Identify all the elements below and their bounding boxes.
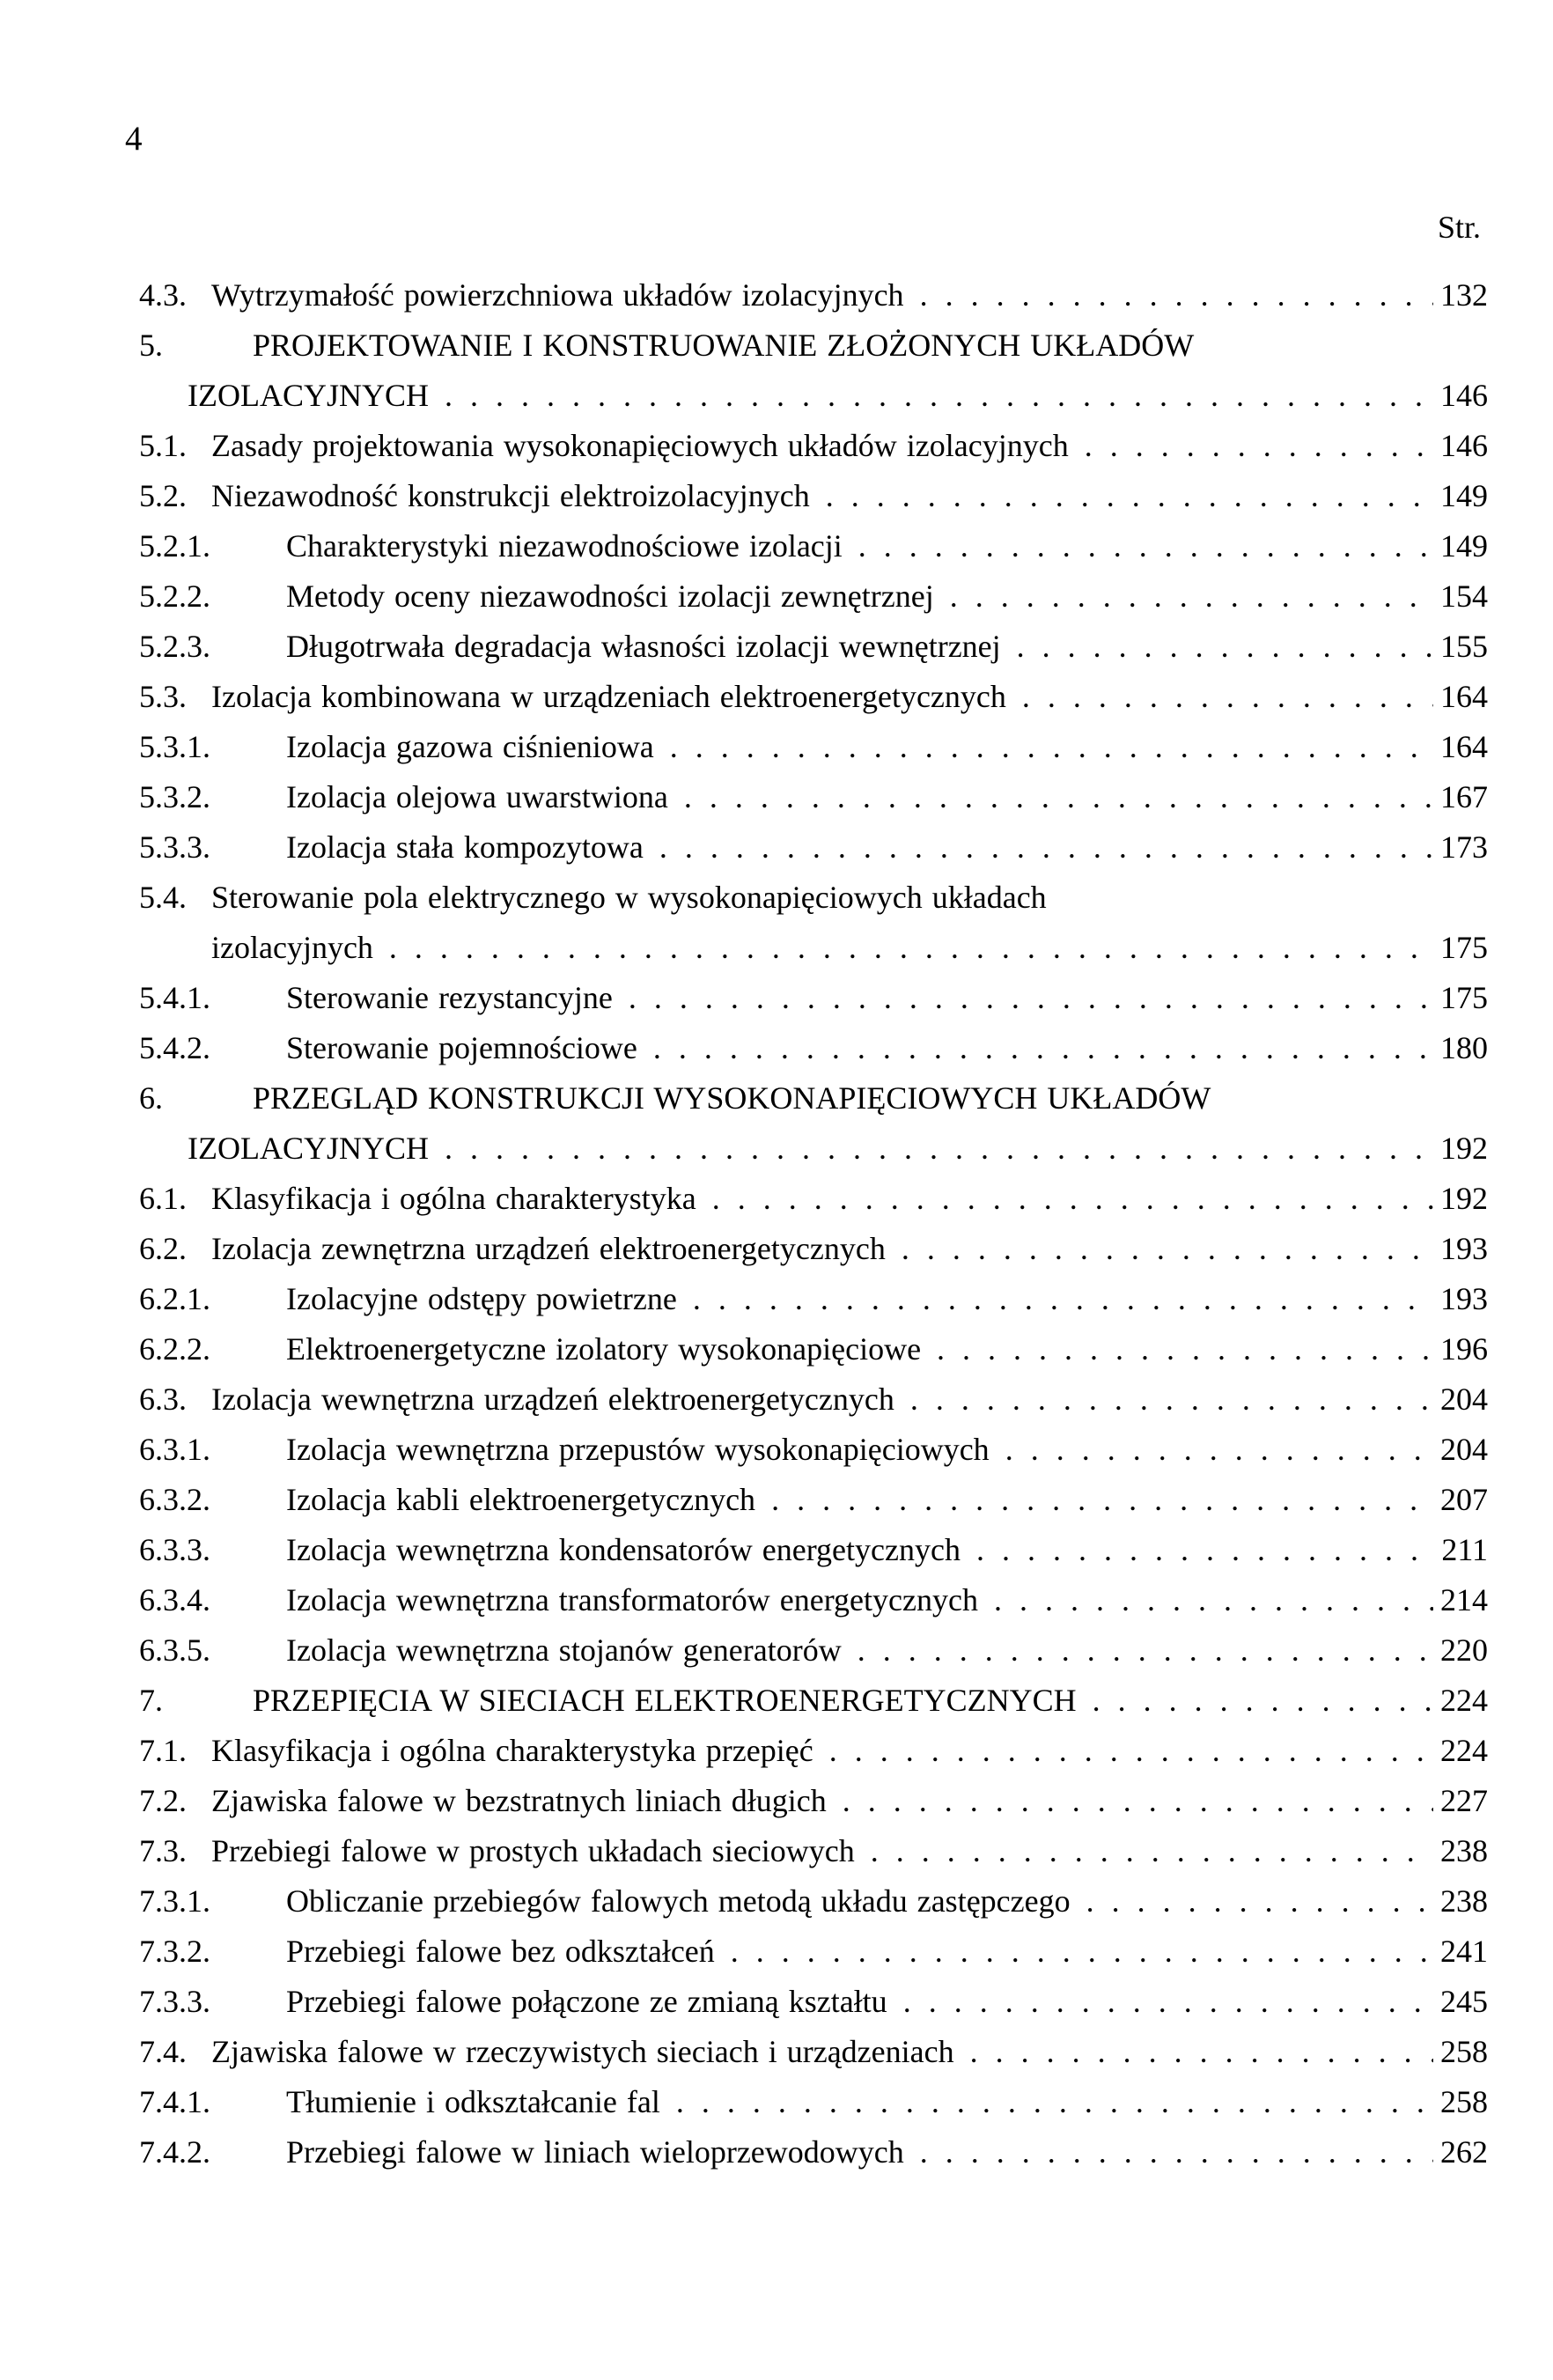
toc-entry-line <box>139 1676 1488 1726</box>
toc-entry-number: 6.1. <box>139 1181 187 1216</box>
toc-entry-line <box>139 1374 1488 1425</box>
toc-entry-line <box>139 1977 1488 2027</box>
dotted-leader <box>668 772 1433 822</box>
toc-entry-line <box>139 1174 1488 1224</box>
toc-entry-number: 6.2. <box>139 1231 187 1266</box>
toc-entry-title: Przebiegi falowe bez odkształceń <box>286 1934 715 1969</box>
toc-entry-line <box>139 1726 1488 1776</box>
toc-entry-title: Sterowanie pola elektrycznego w wysokonapięciowych układach <box>211 880 1047 915</box>
dotted-leader <box>855 1826 1433 1876</box>
toc-entry-line <box>139 1023 1488 1073</box>
dotted-leader <box>904 270 1433 321</box>
toc-entry-title: Izolacja stała kompozytowa <box>286 829 644 865</box>
toc-entry-number: 6.3.4. <box>139 1582 210 1617</box>
toc-entry-line <box>139 873 1488 923</box>
toc-entry-title: Izolacja wewnętrzna kondensatorów energetycznych <box>286 1532 961 1567</box>
toc-entry-title: Izolacja wewnętrzna stojanów generatorów <box>286 1632 842 1668</box>
toc-entry-page-number: 146 <box>1440 428 1488 463</box>
toc-entry-page-number: 192 <box>1440 1181 1488 1216</box>
toc-entry-title: IZOLACYJNYCH <box>188 378 429 413</box>
toc-entry-page-number: 180 <box>1440 1030 1488 1065</box>
dotted-leader <box>954 2027 1433 2077</box>
toc-entry-page-number: 258 <box>1440 2034 1488 2069</box>
toc-entry-number: 6.2.2. <box>139 1331 210 1367</box>
toc-entry-title: Izolacja kabli elektroenergetycznych <box>286 1482 756 1517</box>
toc-entry-page-number: 154 <box>1440 578 1488 614</box>
toc-entry-number: 7.3.3. <box>139 1984 210 2019</box>
toc-entry-number: 6.3.2. <box>139 1482 210 1517</box>
dotted-leader <box>827 1776 1433 1826</box>
toc-entry-number: 4.3. <box>139 277 187 313</box>
toc-entry-number: 7.1. <box>139 1733 187 1768</box>
toc-entry-title: Przebiegi falowe połączone ze zmianą kształtu <box>286 1984 887 2019</box>
toc-entry-title: Izolacja kombinowana w urządzeniach elektroenergetycznych <box>211 679 1006 714</box>
toc-entry-title: Izolacyjne odstępy powietrzne <box>286 1281 677 1316</box>
toc-entry-number: 7.4.1. <box>139 2084 210 2119</box>
toc-entry-title: Przebiegi falowe w prostych układach sieciowych <box>211 1833 855 1868</box>
toc-entry-title: Zasady projektowania wysokonapięciowych układów izolacyjnych <box>211 428 1069 463</box>
toc-entry-line <box>139 1073 1488 1124</box>
toc-entry-line <box>139 521 1488 571</box>
toc-entry-number: 6.3.1. <box>139 1432 210 1467</box>
toc-entry-number: 7.4. <box>139 2034 187 2069</box>
dotted-leader <box>429 1124 1433 1174</box>
toc-entry-title: PRZEGLĄD KONSTRUKCJI WYSOKONAPIĘCIOWYCH UKŁADÓW <box>253 1080 1211 1116</box>
toc-entry-title: PRZEPIĘCIA W SIECIACH ELEKTROENERGETYCZNYCH <box>253 1683 1077 1718</box>
toc-entry-title: Klasyfikacja i ogólna charakterystyka przepięć <box>211 1733 813 1768</box>
toc-entry-page-number: 241 <box>1440 1934 1488 1969</box>
toc-entry-line <box>139 1425 1488 1475</box>
toc-entry-page-number: 175 <box>1440 930 1488 965</box>
toc-entry-line <box>139 371 1488 421</box>
toc-entry-page-number: 224 <box>1440 1733 1488 1768</box>
toc-entry-line <box>139 1475 1488 1525</box>
toc-entry-line <box>139 772 1488 822</box>
dotted-leader <box>961 1525 1433 1575</box>
toc-entry-title: IZOLACYJNYCH <box>188 1131 429 1166</box>
toc-entry-line <box>139 822 1488 873</box>
toc-entry-page-number: 204 <box>1440 1382 1488 1417</box>
dotted-leader <box>843 521 1433 571</box>
toc-entry-page-number: 207 <box>1440 1482 1488 1517</box>
dotted-leader <box>842 1625 1433 1676</box>
toc-entry-number: 5.3.2. <box>139 779 210 814</box>
toc-entry-title: Obliczanie przebiegów falowych metodą układu zastępczego <box>286 1883 1071 1919</box>
dotted-leader <box>894 1374 1433 1425</box>
toc-entry-title: Klasyfikacja i ogólna charakterystyka <box>211 1181 696 1216</box>
toc-entry-number: 5. <box>139 328 163 363</box>
toc-entry-page-number: 193 <box>1440 1281 1488 1316</box>
toc-entry-line <box>139 1124 1488 1174</box>
dotted-leader <box>886 1224 1433 1274</box>
dotted-leader <box>978 1575 1433 1625</box>
toc-entry-page-number: 192 <box>1440 1131 1488 1166</box>
toc-entry-number: 7.3.2. <box>139 1934 210 1969</box>
toc-entry-line <box>139 1525 1488 1575</box>
dotted-leader <box>1071 1876 1433 1927</box>
toc-entry-page-number: 245 <box>1440 1984 1488 2019</box>
toc-entry-title: Izolacja wewnętrzna urządzeń elektroenergetycznych <box>211 1382 894 1417</box>
dotted-leader <box>1069 421 1433 471</box>
toc-entry-number: 6. <box>139 1080 163 1116</box>
toc-entry-page-number: 211 <box>1441 1532 1488 1567</box>
toc-entry-number: 6.3. <box>139 1382 187 1417</box>
dotted-leader <box>904 2127 1433 2177</box>
toc-entry-page-number: 149 <box>1440 478 1488 513</box>
dotted-leader <box>1077 1676 1433 1726</box>
toc-entry-title: Niezawodność konstrukcji elektroizolacyjnych <box>211 478 810 513</box>
dotted-leader <box>934 571 1433 622</box>
toc-entry-title: izolacyjnych <box>211 930 373 965</box>
toc-entry-line <box>139 672 1488 722</box>
toc-entry-number: 5.3. <box>139 679 187 714</box>
dotted-leader <box>1001 622 1433 672</box>
dotted-leader <box>810 471 1433 521</box>
toc-entry-line <box>139 321 1488 371</box>
dotted-leader <box>990 1425 1433 1475</box>
dotted-leader <box>654 722 1433 772</box>
dotted-leader <box>715 1927 1433 1977</box>
dotted-leader <box>429 371 1433 421</box>
toc-entry-line <box>139 571 1488 622</box>
toc-entry-line <box>139 2027 1488 2077</box>
toc-entry-page-number: 220 <box>1440 1632 1488 1668</box>
toc-entry-page-number: 214 <box>1440 1582 1488 1617</box>
dotted-leader <box>373 923 1433 973</box>
toc-entry-line <box>139 421 1488 471</box>
dotted-leader <box>1006 672 1433 722</box>
toc-entry-title: Izolacja olejowa uwarstwiona <box>286 779 668 814</box>
toc-entry-number: 5.4.1. <box>139 980 210 1015</box>
toc-entry-line <box>139 973 1488 1023</box>
toc-entry-number: 6.2.1. <box>139 1281 210 1316</box>
toc-entry-page-number: 173 <box>1440 829 1488 865</box>
toc-entry-number: 5.1. <box>139 428 187 463</box>
toc-entry-line <box>139 1876 1488 1927</box>
toc-entry-line <box>139 1927 1488 1977</box>
toc-entry-line <box>139 1625 1488 1676</box>
toc-entry-page-number: 175 <box>1440 980 1488 1015</box>
toc-entry-number: 5.2.1. <box>139 528 210 564</box>
toc-entry-number: 5.2.3. <box>139 629 210 664</box>
toc-entry-page-number: 204 <box>1440 1432 1488 1467</box>
toc-entry-title: Długotrwała degradacja własności izolacji wewnętrznej <box>286 629 1001 664</box>
page-number: 4 <box>125 120 143 158</box>
toc-entry-number: 7.3.1. <box>139 1883 210 1919</box>
toc-entry-title: Izolacja zewnętrzna urządzeń elektroenergetycznych <box>211 1231 886 1266</box>
toc-entry-number: 5.3.1. <box>139 729 210 764</box>
dotted-leader <box>921 1324 1433 1374</box>
toc-entry-page-number: 238 <box>1440 1883 1488 1919</box>
toc-entry-line <box>139 2127 1488 2177</box>
dotted-leader <box>637 1023 1433 1073</box>
toc-entry-title: Sterowanie rezystancyjne <box>286 980 613 1015</box>
toc-entry-line <box>139 471 1488 521</box>
toc-entry-number: 6.3.3. <box>139 1532 210 1567</box>
toc-entry-page-number: 227 <box>1440 1783 1488 1818</box>
toc-entry-title: Zjawiska falowe w rzeczywistych sieciach i urządzeniach <box>211 2034 954 2069</box>
toc-entry-line <box>139 270 1488 321</box>
toc-entry-title: Charakterystyki niezawodnościowe izolacji <box>286 528 843 564</box>
toc-entry-number: 7.2. <box>139 1783 187 1818</box>
table-of-contents <box>139 270 1488 2177</box>
toc-entry-line <box>139 1274 1488 1324</box>
dotted-leader <box>677 1274 1433 1324</box>
toc-entry-title: Izolacja wewnętrzna przepustów wysokonapięciowych <box>286 1432 990 1467</box>
dotted-leader <box>755 1475 1433 1525</box>
toc-entry-page-number: 262 <box>1440 2134 1488 2170</box>
toc-entry-title: Tłumienie i odkształcanie fal <box>286 2084 660 2119</box>
toc-entry-line <box>139 2077 1488 2127</box>
toc-entry-title: Wytrzymałość powierzchniowa układów izolacyjnych <box>211 277 904 313</box>
toc-entry-number: 7. <box>139 1683 163 1718</box>
toc-entry-page-number: 164 <box>1440 679 1488 714</box>
dotted-leader <box>644 822 1433 873</box>
toc-entry-title: Przebiegi falowe w liniach wieloprzewodowych <box>286 2134 904 2170</box>
toc-entry-title: Elektroenergetyczne izolatory wysokonapięciowe <box>286 1331 922 1367</box>
toc-entry-title: Metody oceny niezawodności izolacji zewnętrznej <box>286 578 934 614</box>
toc-entry-number: 5.4.2. <box>139 1030 210 1065</box>
toc-entry-line <box>139 1324 1488 1374</box>
toc-entry-page-number: 258 <box>1440 2084 1488 2119</box>
page-column-header: Str. <box>1437 210 1481 245</box>
toc-entry-title: Zjawiska falowe w bezstratnych liniach długich <box>211 1783 827 1818</box>
dotted-leader <box>613 973 1433 1023</box>
toc-entry-number: 5.2. <box>139 478 187 513</box>
dotted-leader <box>887 1977 1433 2027</box>
toc-entry-number: 5.3.3. <box>139 829 210 865</box>
toc-entry-page-number: 164 <box>1440 729 1488 764</box>
dotted-leader <box>813 1726 1433 1776</box>
toc-entry-number: 6.3.5. <box>139 1632 210 1668</box>
toc-entry-page-number: 196 <box>1440 1331 1488 1367</box>
toc-entry-page-number: 238 <box>1440 1833 1488 1868</box>
toc-entry-page-number: 149 <box>1440 528 1488 564</box>
toc-entry-number: 7.3. <box>139 1833 187 1868</box>
toc-entry-title: PROJEKTOWANIE I KONSTRUOWANIE ZŁOŻONYCH UKŁADÓW <box>253 328 1195 363</box>
toc-entry-page-number: 132 <box>1440 277 1488 313</box>
toc-entry-line <box>139 722 1488 772</box>
toc-entry-page-number: 155 <box>1440 629 1488 664</box>
toc-entry-page-number: 167 <box>1440 779 1488 814</box>
dotted-leader <box>696 1174 1433 1224</box>
toc-entry-title: Sterowanie pojemnościowe <box>286 1030 637 1065</box>
toc-entry-line <box>139 923 1488 973</box>
dotted-leader <box>660 2077 1433 2127</box>
toc-entry-title: Izolacja gazowa ciśnieniowa <box>286 729 654 764</box>
toc-entry-title: Izolacja wewnętrzna transformatorów energetycznych <box>286 1582 978 1617</box>
toc-entry-line <box>139 1776 1488 1826</box>
toc-entry-line <box>139 622 1488 672</box>
toc-entry-number: 5.4. <box>139 880 187 915</box>
toc-entry-page-number: 224 <box>1440 1683 1488 1718</box>
toc-entry-line <box>139 1224 1488 1274</box>
toc-entry-line <box>139 1826 1488 1876</box>
toc-entry-page-number: 146 <box>1440 378 1488 413</box>
toc-entry-line <box>139 1575 1488 1625</box>
toc-entry-number: 7.4.2. <box>139 2134 210 2170</box>
toc-entry-page-number: 193 <box>1440 1231 1488 1266</box>
toc-entry-number: 5.2.2. <box>139 578 210 614</box>
